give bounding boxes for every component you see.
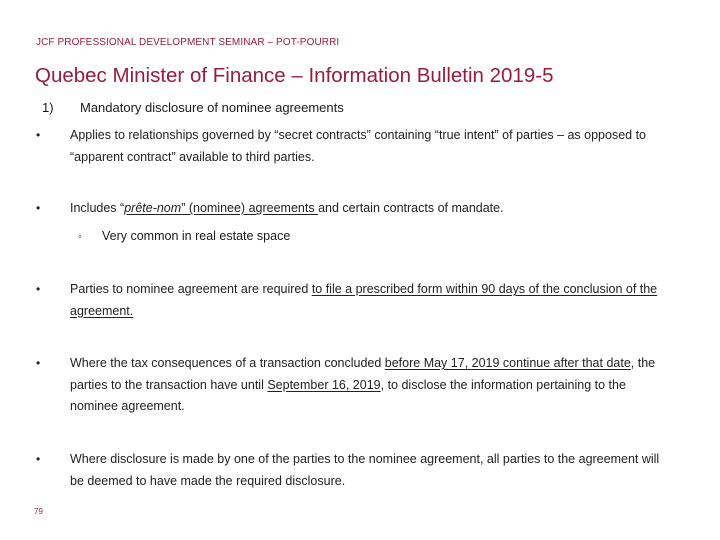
bullet-item-deemed-disclosure [36,449,676,492]
section-number: 1) [42,100,54,115]
page-title: Quebec Minister of Finance – Information Bulletin 2019-5 [35,64,554,87]
bullet-item-prescribed-form [36,279,676,322]
deadline-date-underlined: September 16, 2019 [267,377,381,392]
bullet-marker: • [36,128,41,142]
deadline-underlined: to file a prescribed form within 90 days of the conclusion of the agreement. [70,282,658,318]
bullet-marker: • [36,452,41,466]
prete-nom-term: prête-nom [124,201,182,215]
bullet-text: Where disclosure is made by one of the parties to the nominee agreement, all parties to the agreement will be deemed to have made the required disclosure. [70,452,660,488]
sub-bullet-marker: ◦ [78,231,82,243]
section-label: Mandatory disclosure of nominee agreements [80,100,344,115]
bullet-text: Applies to relationships governed by “secret contracts” containing “true intent” of parties – as opposed to “apparent contract” available to third parties. [70,128,647,164]
bullet-marker: • [36,356,41,370]
bullet-marker: • [36,201,41,215]
bullet-item-prete-nom [36,198,676,220]
bullet-text: Where the tax consequences of a transaction concluded before May 17, 2019 continue after that date, the parties to the transaction have until September 16, 2019, to disclose the information pertaining to the nominee agreement. [70,356,656,413]
sub-bullet-real-estate [78,226,290,247]
bullet-text: Includes “prête-nom” (nominee) agreements and certain contracts of mandate. [70,201,504,215]
seminar-header: JCF PROFESSIONAL DEVELOPMENT SEMINAR – POT-POURRI [36,37,340,48]
page-number: 79 [34,507,43,516]
bullet-marker: • [36,282,41,296]
bullet-text: Parties to nominee agreement are required to file a prescribed form within 90 days of the conclusion of the agreement. [70,282,658,318]
bullet-item-tax-consequences [36,353,676,418]
bullet-item-secret-contracts [36,125,676,168]
section-heading [42,100,344,115]
date-range-underlined: before May 17, 2019 continue after that date [384,356,631,370]
sub-bullet-text: Very common in real estate space [102,229,291,243]
